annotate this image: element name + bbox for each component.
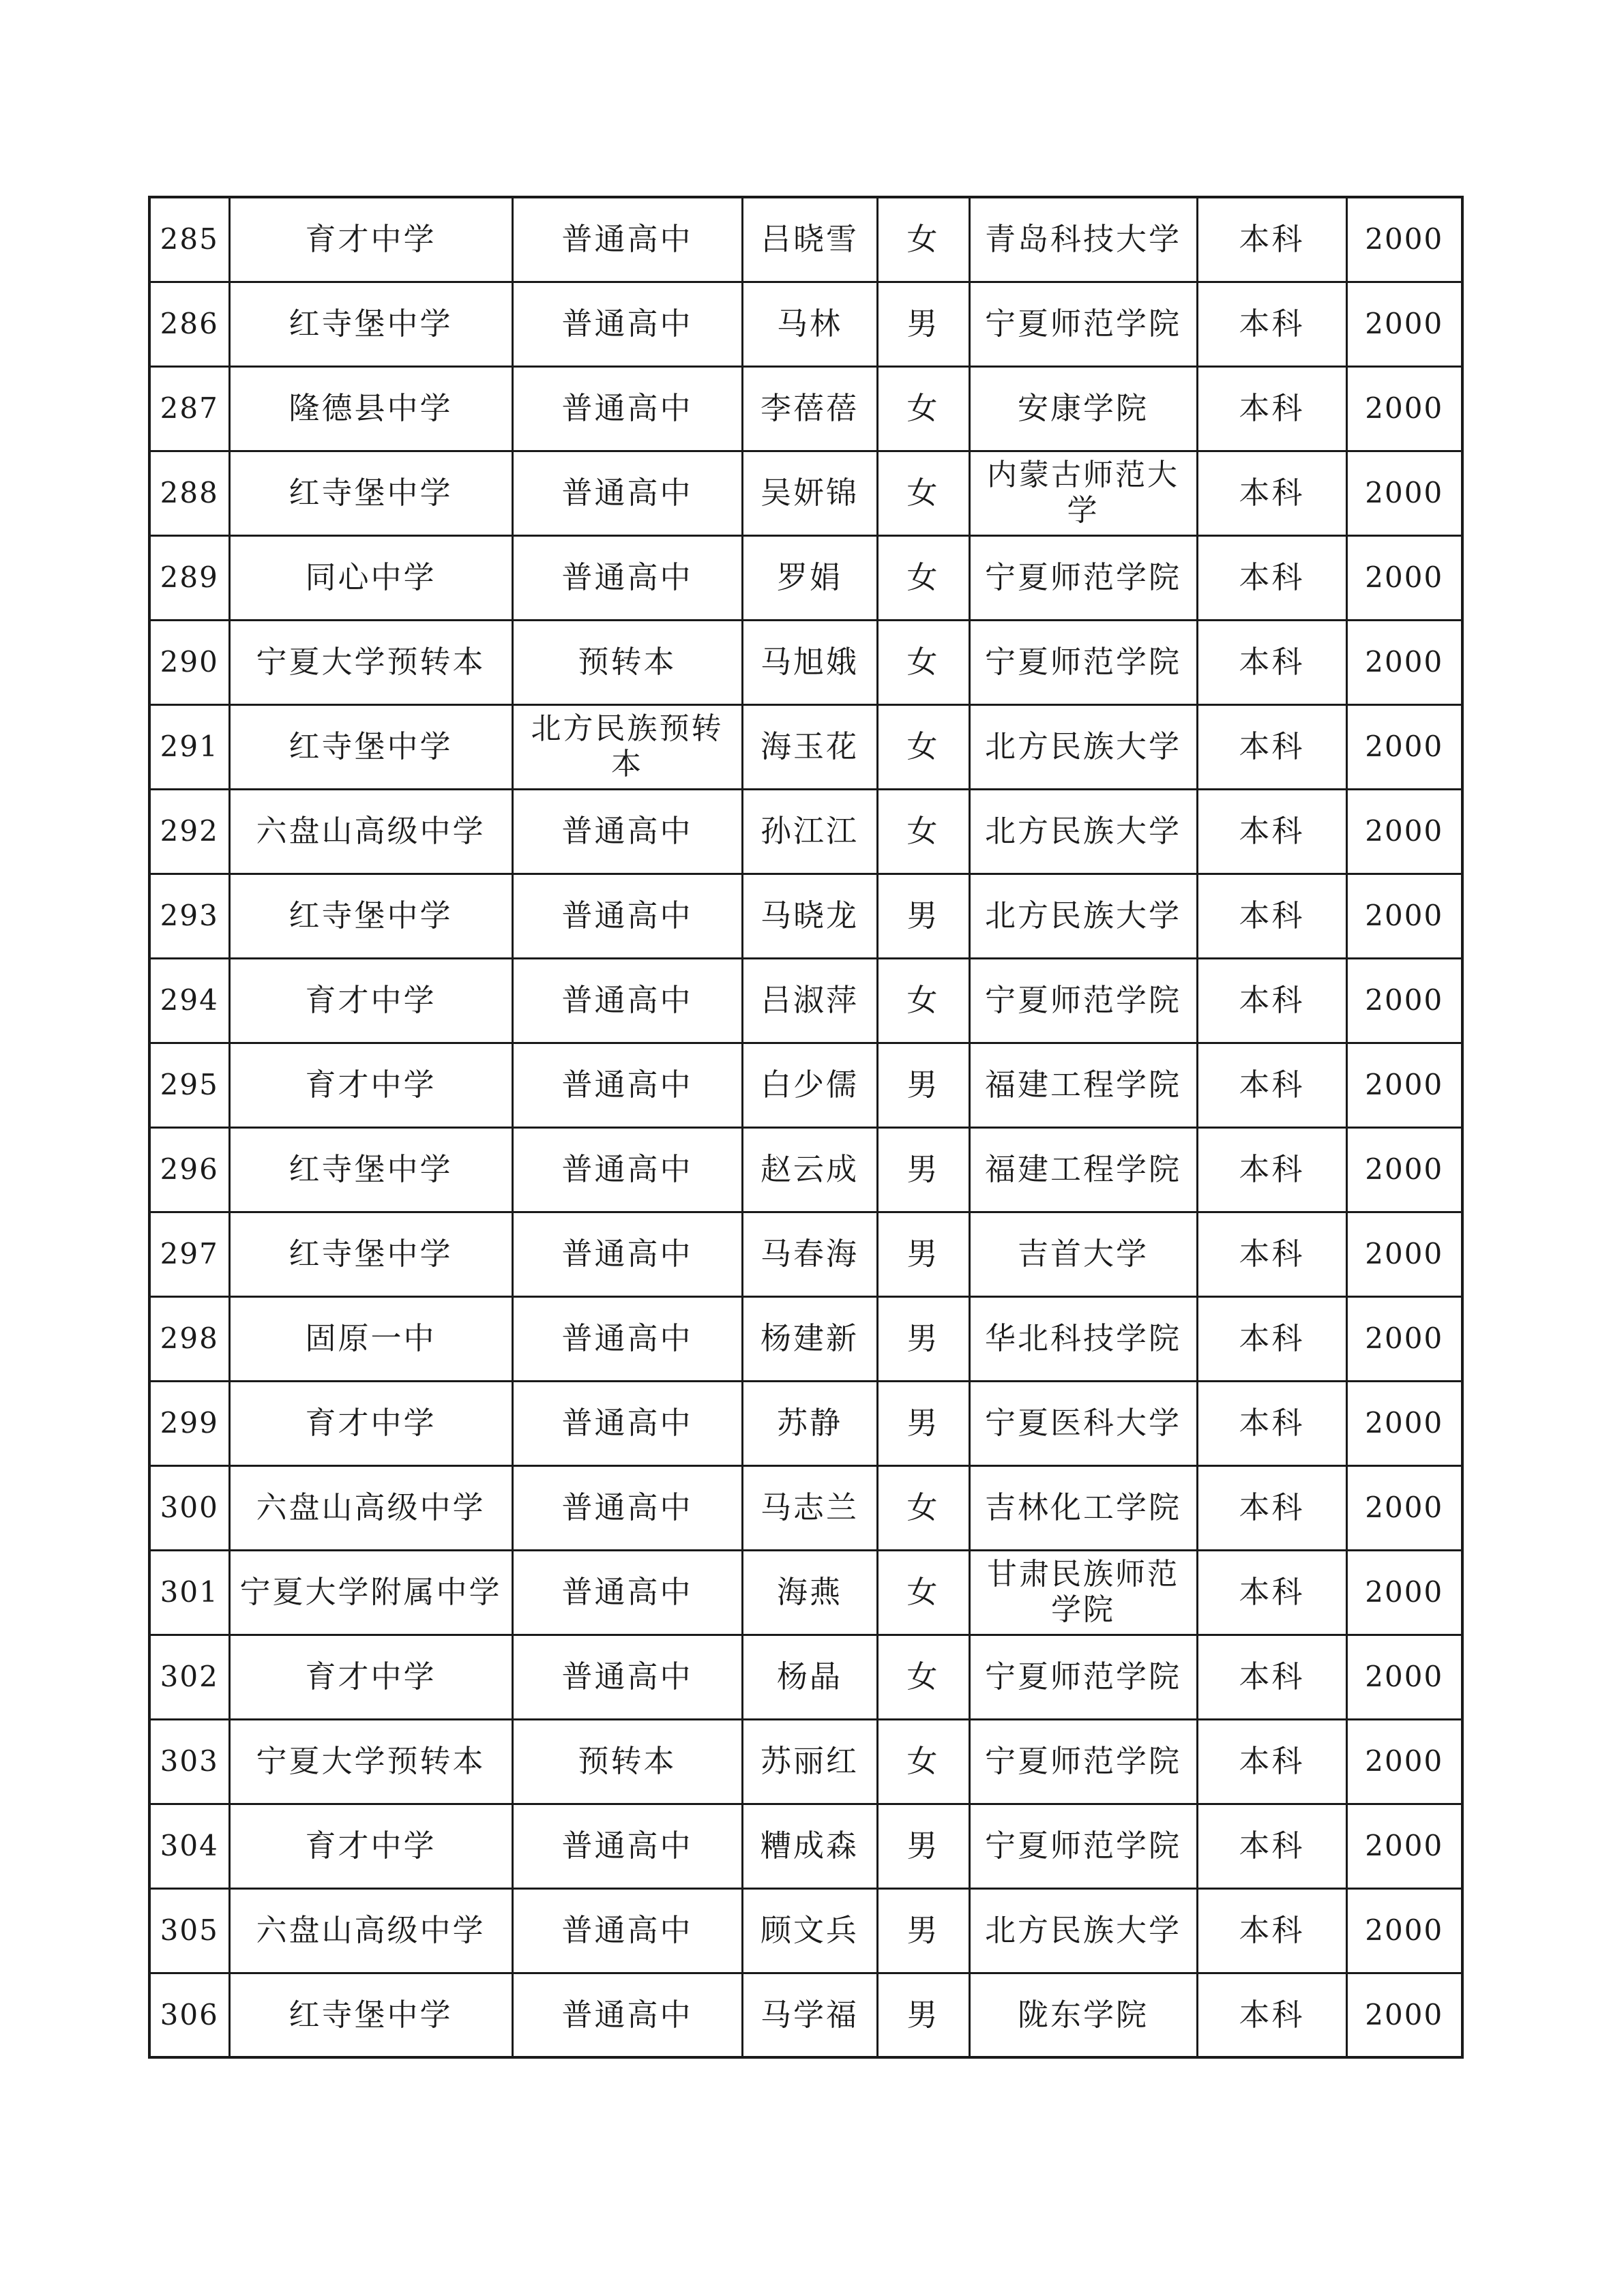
cell-amount: 2000: [1346, 366, 1462, 451]
cell-university: 宁夏师范学院: [969, 1804, 1197, 1888]
cell-school-type: 普通高中: [512, 1465, 742, 1550]
cell-serial-number: 291: [149, 704, 229, 789]
cell-degree-level: 本科: [1197, 1296, 1346, 1381]
cell-amount: 2000: [1346, 1043, 1462, 1127]
cell-amount: 2000: [1346, 1719, 1462, 1804]
cell-degree-level: 本科: [1197, 620, 1346, 704]
cell-serial-number: 299: [149, 1381, 229, 1465]
cell-amount: 2000: [1346, 1635, 1462, 1719]
table-row: [149, 1635, 1462, 1719]
cell-student-name: 吕晓雪: [742, 197, 877, 282]
cell-amount: 2000: [1346, 1296, 1462, 1381]
cell-amount: 2000: [1346, 535, 1462, 620]
table-row: [149, 620, 1462, 704]
cell-school-type: 普通高中: [512, 1550, 742, 1635]
cell-school: 六盘山高级中学: [229, 1888, 512, 1973]
table-row: [149, 874, 1462, 958]
cell-university: 吉林化工学院: [969, 1465, 1197, 1550]
cell-serial-number: 286: [149, 282, 229, 366]
cell-school: 红寺堡中学: [229, 1973, 512, 2057]
cell-degree-level: 本科: [1197, 1212, 1346, 1296]
cell-school: 六盘山高级中学: [229, 789, 512, 874]
cell-amount: 2000: [1346, 1212, 1462, 1296]
cell-amount: 2000: [1346, 1550, 1462, 1635]
cell-university: 宁夏师范学院: [969, 282, 1197, 366]
cell-student-name: 马林: [742, 282, 877, 366]
cell-student-name: 苏静: [742, 1381, 877, 1465]
cell-university: 北方民族大学: [969, 1888, 1197, 1973]
cell-gender: 男: [877, 874, 969, 958]
cell-school: 隆德县中学: [229, 366, 512, 451]
cell-serial-number: 300: [149, 1465, 229, 1550]
cell-school-type: 普通高中: [512, 1296, 742, 1381]
cell-student-name: 糟成森: [742, 1804, 877, 1888]
cell-degree-level: 本科: [1197, 1550, 1346, 1635]
cell-gender: 女: [877, 958, 969, 1043]
cell-amount: 2000: [1346, 1381, 1462, 1465]
cell-school: 宁夏大学预转本: [229, 1719, 512, 1804]
cell-school: 红寺堡中学: [229, 451, 512, 535]
cell-school: 宁夏大学附属中学: [229, 1550, 512, 1635]
cell-degree-level: 本科: [1197, 366, 1346, 451]
cell-serial-number: 285: [149, 197, 229, 282]
cell-gender: 女: [877, 366, 969, 451]
cell-serial-number: 305: [149, 1888, 229, 1973]
cell-student-name: 孙江江: [742, 789, 877, 874]
cell-university: 北方民族大学: [969, 789, 1197, 874]
cell-degree-level: 本科: [1197, 1635, 1346, 1719]
table-row: [149, 1719, 1462, 1804]
cell-school: 宁夏大学预转本: [229, 620, 512, 704]
cell-university: 宁夏师范学院: [969, 1635, 1197, 1719]
table-row: [149, 1550, 1462, 1635]
cell-serial-number: 302: [149, 1635, 229, 1719]
cell-student-name: 马晓龙: [742, 874, 877, 958]
table-row: [149, 1888, 1462, 1973]
cell-serial-number: 290: [149, 620, 229, 704]
cell-university: 甘肃民族师范学院: [969, 1550, 1197, 1635]
cell-degree-level: 本科: [1197, 282, 1346, 366]
cell-amount: 2000: [1346, 1973, 1462, 2057]
cell-degree-level: 本科: [1197, 1127, 1346, 1212]
cell-degree-level: 本科: [1197, 1043, 1346, 1127]
cell-university: 福建工程学院: [969, 1043, 1197, 1127]
table-row: [149, 1804, 1462, 1888]
cell-degree-level: 本科: [1197, 1804, 1346, 1888]
cell-school-type: 北方民族预转本: [512, 704, 742, 789]
cell-school: 六盘山高级中学: [229, 1465, 512, 1550]
cell-gender: 女: [877, 451, 969, 535]
cell-amount: 2000: [1346, 958, 1462, 1043]
cell-school-type: 普通高中: [512, 874, 742, 958]
cell-degree-level: 本科: [1197, 789, 1346, 874]
cell-school: 育才中学: [229, 958, 512, 1043]
cell-school-type: 普通高中: [512, 1127, 742, 1212]
cell-gender: 女: [877, 1635, 969, 1719]
cell-school: 育才中学: [229, 1635, 512, 1719]
table-row: [149, 535, 1462, 620]
cell-school: 固原一中: [229, 1296, 512, 1381]
cell-student-name: 海玉花: [742, 704, 877, 789]
cell-student-name: 苏丽红: [742, 1719, 877, 1804]
cell-serial-number: 306: [149, 1973, 229, 2057]
cell-school-type: 普通高中: [512, 366, 742, 451]
cell-student-name: 李蓓蓓: [742, 366, 877, 451]
cell-gender: 男: [877, 1888, 969, 1973]
cell-university: 安康学院: [969, 366, 1197, 451]
cell-serial-number: 289: [149, 535, 229, 620]
cell-gender: 男: [877, 1212, 969, 1296]
cell-gender: 女: [877, 704, 969, 789]
cell-serial-number: 295: [149, 1043, 229, 1127]
cell-serial-number: 297: [149, 1212, 229, 1296]
cell-student-name: 杨晶: [742, 1635, 877, 1719]
cell-serial-number: 301: [149, 1550, 229, 1635]
table-row: [149, 958, 1462, 1043]
cell-amount: 2000: [1346, 451, 1462, 535]
cell-gender: 女: [877, 1719, 969, 1804]
cell-school-type: 普通高中: [512, 282, 742, 366]
table-row: [149, 366, 1462, 451]
cell-gender: 女: [877, 535, 969, 620]
cell-degree-level: 本科: [1197, 1465, 1346, 1550]
cell-university: 宁夏师范学院: [969, 1719, 1197, 1804]
cell-gender: 女: [877, 620, 969, 704]
cell-student-name: 顾文兵: [742, 1888, 877, 1973]
cell-student-name: 赵云成: [742, 1127, 877, 1212]
cell-school-type: 普通高中: [512, 1973, 742, 2057]
cell-school: 红寺堡中学: [229, 704, 512, 789]
cell-school-type: 预转本: [512, 620, 742, 704]
cell-university: 陇东学院: [969, 1973, 1197, 2057]
cell-degree-level: 本科: [1197, 1888, 1346, 1973]
cell-degree-level: 本科: [1197, 535, 1346, 620]
cell-university: 吉首大学: [969, 1212, 1197, 1296]
cell-school-type: 普通高中: [512, 789, 742, 874]
cell-school-type: 普通高中: [512, 1043, 742, 1127]
cell-gender: 男: [877, 1973, 969, 2057]
cell-student-name: 吴妍锦: [742, 451, 877, 535]
table-row: [149, 451, 1462, 535]
cell-gender: 男: [877, 1043, 969, 1127]
cell-student-name: 马旭娥: [742, 620, 877, 704]
cell-gender: 男: [877, 1381, 969, 1465]
cell-student-name: 吕淑萍: [742, 958, 877, 1043]
table-row: [149, 1296, 1462, 1381]
cell-school-type: 普通高中: [512, 535, 742, 620]
cell-gender: 女: [877, 197, 969, 282]
cell-school-type: 普通高中: [512, 1212, 742, 1296]
table-row: [149, 1465, 1462, 1550]
table-row: [149, 1973, 1462, 2057]
cell-degree-level: 本科: [1197, 1381, 1346, 1465]
cell-gender: 男: [877, 1804, 969, 1888]
cell-school: 红寺堡中学: [229, 1212, 512, 1296]
table-row: [149, 1043, 1462, 1127]
cell-student-name: 马春海: [742, 1212, 877, 1296]
cell-amount: 2000: [1346, 1888, 1462, 1973]
cell-student-name: 海燕: [742, 1550, 877, 1635]
cell-school-type: 普通高中: [512, 451, 742, 535]
cell-gender: 男: [877, 1127, 969, 1212]
cell-student-name: 马志兰: [742, 1465, 877, 1550]
cell-university: 青岛科技大学: [969, 197, 1197, 282]
cell-amount: 2000: [1346, 874, 1462, 958]
cell-student-name: 杨建新: [742, 1296, 877, 1381]
cell-student-name: 马学福: [742, 1973, 877, 2057]
cell-university: 宁夏师范学院: [969, 958, 1197, 1043]
cell-university: 北方民族大学: [969, 874, 1197, 958]
cell-gender: 女: [877, 1465, 969, 1550]
cell-school: 红寺堡中学: [229, 1127, 512, 1212]
cell-school: 同心中学: [229, 535, 512, 620]
table-row: [149, 1381, 1462, 1465]
cell-university: 北方民族大学: [969, 704, 1197, 789]
cell-gender: 女: [877, 1550, 969, 1635]
cell-amount: 2000: [1346, 1127, 1462, 1212]
cell-school-type: 普通高中: [512, 1888, 742, 1973]
cell-gender: 男: [877, 282, 969, 366]
cell-school-type: 普通高中: [512, 958, 742, 1043]
cell-serial-number: 303: [149, 1719, 229, 1804]
cell-degree-level: 本科: [1197, 958, 1346, 1043]
roster-body: [149, 197, 1462, 2057]
cell-serial-number: 298: [149, 1296, 229, 1381]
cell-school-type: 普通高中: [512, 1635, 742, 1719]
cell-amount: 2000: [1346, 704, 1462, 789]
cell-amount: 2000: [1346, 282, 1462, 366]
cell-gender: 男: [877, 1296, 969, 1381]
table-row: [149, 197, 1462, 282]
cell-amount: 2000: [1346, 620, 1462, 704]
cell-school: 育才中学: [229, 1804, 512, 1888]
cell-amount: 2000: [1346, 1465, 1462, 1550]
table-row: [149, 789, 1462, 874]
cell-school: 育才中学: [229, 1381, 512, 1465]
cell-serial-number: 296: [149, 1127, 229, 1212]
cell-university: 福建工程学院: [969, 1127, 1197, 1212]
cell-student-name: 罗娟: [742, 535, 877, 620]
cell-school-type: 普通高中: [512, 197, 742, 282]
cell-student-name: 白少儒: [742, 1043, 877, 1127]
cell-degree-level: 本科: [1197, 874, 1346, 958]
cell-amount: 2000: [1346, 197, 1462, 282]
cell-university: 宁夏师范学院: [969, 620, 1197, 704]
cell-degree-level: 本科: [1197, 1973, 1346, 2057]
cell-amount: 2000: [1346, 789, 1462, 874]
cell-degree-level: 本科: [1197, 451, 1346, 535]
cell-serial-number: 288: [149, 451, 229, 535]
cell-degree-level: 本科: [1197, 197, 1346, 282]
cell-degree-level: 本科: [1197, 1719, 1346, 1804]
cell-serial-number: 294: [149, 958, 229, 1043]
cell-university: 宁夏医科大学: [969, 1381, 1197, 1465]
cell-serial-number: 292: [149, 789, 229, 874]
cell-serial-number: 293: [149, 874, 229, 958]
cell-university: 宁夏师范学院: [969, 535, 1197, 620]
cell-serial-number: 287: [149, 366, 229, 451]
cell-school: 红寺堡中学: [229, 874, 512, 958]
table-row: [149, 704, 1462, 789]
cell-school: 育才中学: [229, 1043, 512, 1127]
cell-university: 华北科技学院: [969, 1296, 1197, 1381]
cell-gender: 女: [877, 789, 969, 874]
student-roster-table: [148, 196, 1464, 2059]
cell-university: 内蒙古师范大学: [969, 451, 1197, 535]
table-row: [149, 1127, 1462, 1212]
cell-school-type: 普通高中: [512, 1381, 742, 1465]
cell-degree-level: 本科: [1197, 704, 1346, 789]
table-row: [149, 282, 1462, 366]
cell-school-type: 普通高中: [512, 1804, 742, 1888]
table-row: [149, 1212, 1462, 1296]
cell-amount: 2000: [1346, 1804, 1462, 1888]
cell-school: 红寺堡中学: [229, 282, 512, 366]
cell-school-type: 预转本: [512, 1719, 742, 1804]
cell-serial-number: 304: [149, 1804, 229, 1888]
cell-school: 育才中学: [229, 197, 512, 282]
